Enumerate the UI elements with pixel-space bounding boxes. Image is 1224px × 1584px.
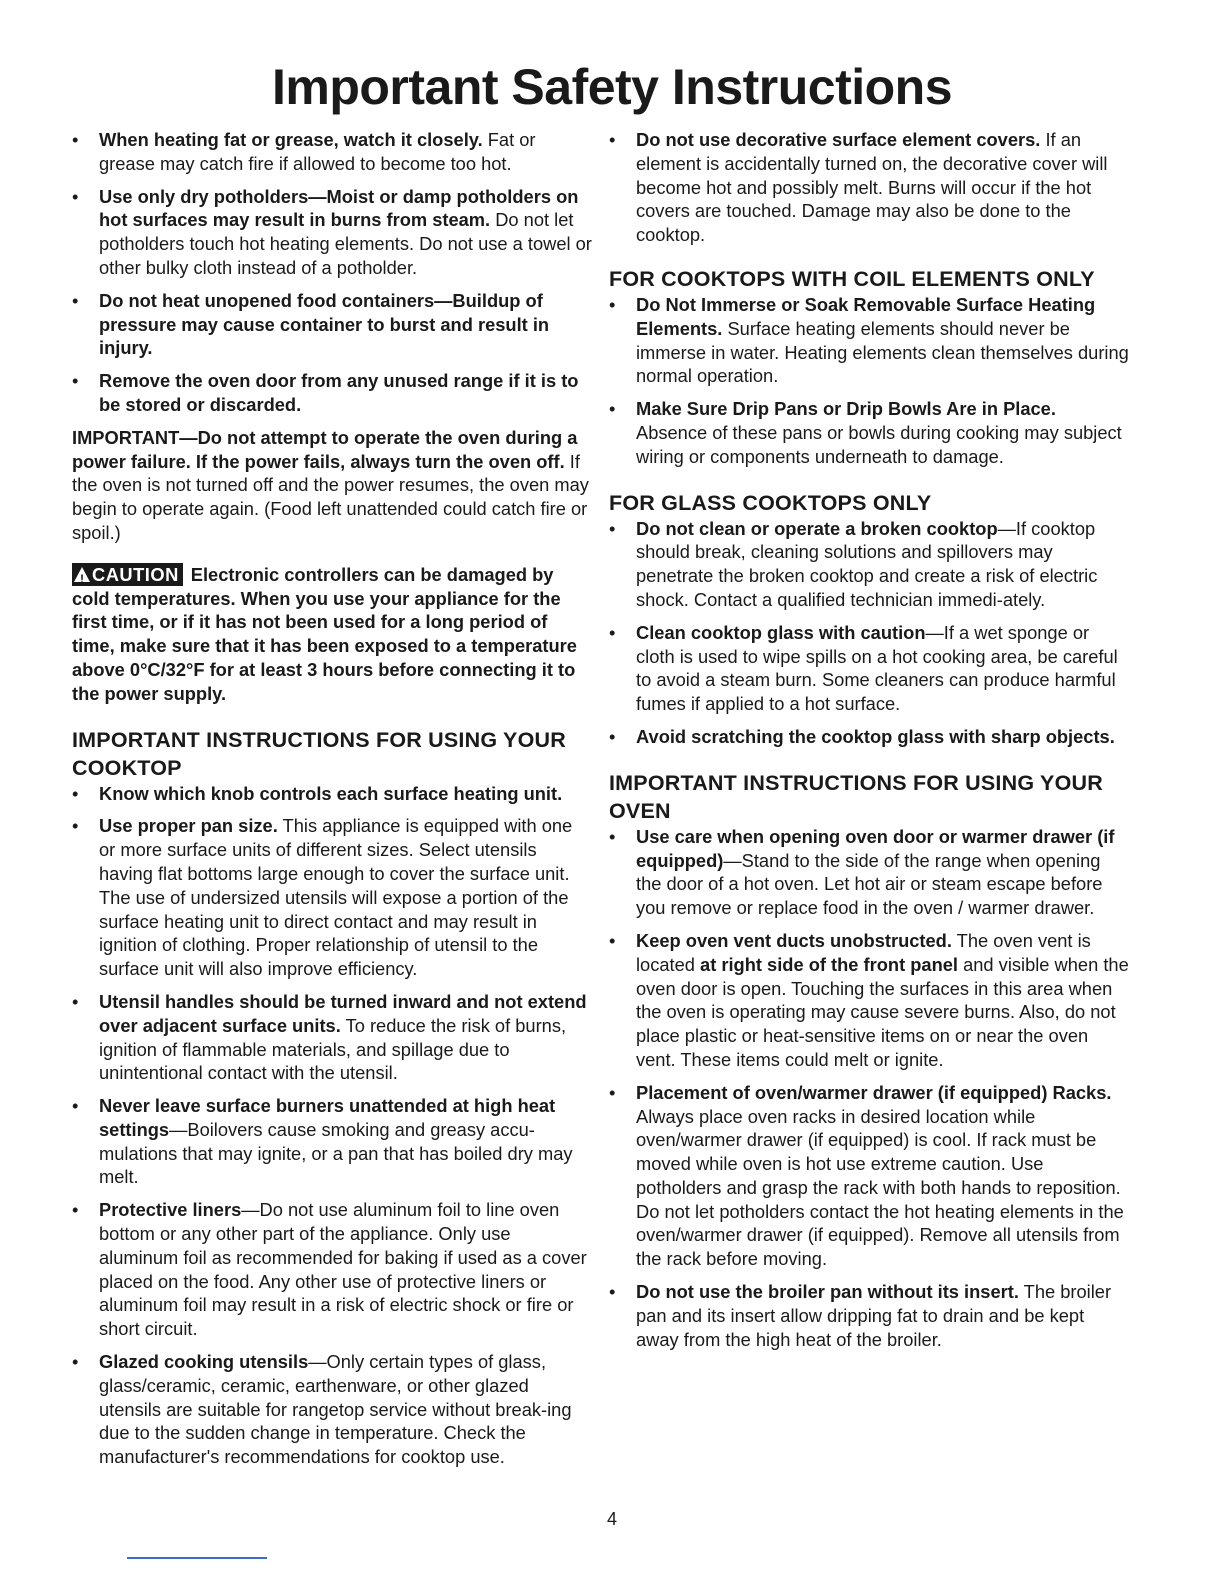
important-paragraph [72,426,592,545]
important-text: If the oven is not turned off and the power resumes, the oven may begin to operate again. (Food left unattended could catch fire or spoil.) [72,450,589,543]
bullet: • [72,815,79,837]
item-lead: Do not clean or operate a broken cooktop [636,517,998,539]
list-item [609,517,1129,612]
item-lead: Do not use the broiler pan without its insert. [636,1281,1019,1303]
list-item [609,825,1129,920]
item-text: —Do not use aluminum foil to line oven bottom or any other part of the appliance. Only use aluminum foil as recommended for baking if used as a cover placed on the food. Any other use of protective liners or aluminum foil may result in a risk of electric shock or fire or short circuit. [99,1199,587,1340]
bullet: • [72,1351,79,1373]
bullet: • [609,1281,616,1303]
list-item [609,621,1129,716]
item-text: Surface heating elements should never be immerse in water. Heating elements clean themselves during normal operation. [636,317,1129,387]
list-item [72,782,592,806]
item-lead: Use proper pan size. [99,815,278,837]
item-text: This appliance is equipped with one or more surface units of different sizes. Select utensils having flat bottoms large enough to cover the surface unit. The use of undersized utensils will expose a portion of the surface heating unit to direct contact and may result in ignition of clothing. Proper relationship of utensil to the surface unit will also improve efficiency. [99,815,573,980]
caution-paragraph [72,563,592,706]
item-lead: Remove the oven door from any unused range if it is to be stored or discarded. [99,370,579,415]
footer-rule [127,1557,267,1559]
page-number: 4 [606,1509,617,1529]
bullet: • [72,990,79,1012]
item-lead: Use care when opening oven door or warmer drawer (if equipped) [636,825,1115,871]
item-text: To reduce the risk of burns, ignition of flammable materials, and spillage due to unintentional contact with the utensil. [99,1014,567,1084]
item-lead: Use only dry potholders—Moist or damp potholders on hot surfaces may result in burns from steam. [99,185,579,231]
item-lead-inline: at right side of the front panel [700,953,959,975]
bullet: • [609,293,616,315]
item-text: Absence of these pans or bowls during cooking may subject wiring or components underneath to damage. [636,421,1122,467]
bullet: • [72,370,79,392]
list-item [72,185,592,280]
bullet: • [72,1095,79,1117]
item-text: If an element is accidentally turned on, the decorative cover will become hot and possibly melt. Burns will occur if the hot covers are touched. Damage may also be done to the cooktop. [636,129,1108,246]
list-item [72,990,592,1085]
item-lead: Never leave surface burners unattended at high heat settings [99,1095,556,1140]
bullet: • [609,725,616,747]
important-lead: IMPORTANT—Do not attempt to operate the oven during a power failure. If the power fails, always turn the oven off. [72,426,578,472]
item-text: —Stand to the side of the range when opening the door of a hot oven. Let hot air or steam escape before you remove or replace food in the oven / warmer drawer. [636,849,1103,919]
section-heading-coil: FOR COOKTOPS WITH COIL ELEMENTS ONLY [609,266,1095,291]
bullet: • [72,782,79,804]
list-item [72,1094,592,1189]
bullet: • [72,289,79,311]
list-item [72,128,592,176]
item-text: Do not let potholders touch hot heating elements. Do not use a towel or other bulky cloth instead of a potholder. [99,209,592,278]
list-item [609,1280,1129,1351]
list-item [609,725,1129,749]
caution-badge [72,563,183,586]
list-item [609,929,1129,1072]
section-heading-glass: FOR GLASS COOKTOPS ONLY [609,490,932,515]
list-item [72,1198,592,1341]
item-lead: When heating fat or grease, watch it closely. [99,129,483,150]
left-column [72,128,592,1478]
list-item [72,289,592,360]
item-lead: Keep oven vent ducts unobstructed. [636,929,952,951]
bullet: • [609,929,616,951]
bullet: • [609,825,616,847]
item-lead: Do not use decorative surface element covers. [636,129,1041,150]
list-item [609,397,1129,468]
item-lead: Make Sure Drip Pans or Drip Bowls Are in Place. [636,398,1056,420]
bullet: • [609,398,616,420]
item-lead: Do Not Immerse or Soak Removable Surface Heating Elements. [636,293,1096,339]
item-lead: Avoid scratching the cooktop glass with sharp objects. [636,725,1115,747]
list-item [72,369,592,417]
bullet: • [609,129,616,150]
item-text: —If cooktop should break, cleaning solutions and spillovers may penetrate the broken cooktop and create a risk of electric shock. Contact a qualified technician immedi-ately. [636,517,1098,610]
item-text: Always place oven racks in desired location while oven/warmer drawer (if equipped) is cool. If rack must be moved while oven is hot use extreme caution. Use potholders and grasp the rack with both hands to reposition. Do not let potholders contact the hot heating elements in the oven/warmer drawer (if equipped). Remove all utensils from the rack before moving. [636,1105,1124,1270]
caution-text: Electronic controllers can be damaged by cold temperatures. When you use your appliance for the first time, or if it has not been used for a long period of time, make sure that it has been exposed to a temperature above 0°C/32°F for at least 3 hours before connecting it to the power supply. [72,563,577,704]
section-heading-cooktop: IMPORTANT INSTRUCTIONS FOR USING YOUR COOKTOP [72,727,566,780]
bullet: • [609,621,616,643]
bullet: • [609,1081,616,1103]
bullet: • [609,517,616,539]
item-lead: Glazed cooking utensils [99,1351,309,1373]
item-text: and visible when the oven door is open. Touching the surfaces in this area when the oven is operating may cause severe burns. Also, do not place plastic or heat-sensitive items on or near the oven vent. These items could melt or ignite. [636,953,1129,1070]
item-text: The oven vent is located [636,929,1091,975]
bullet: • [72,1199,79,1221]
page-title: Important Safety Instructions [271,59,953,115]
item-text: The broiler pan and its insert allow dripping fat to drain and be kept away from the high heat of the broiler. [636,1281,1112,1350]
list-item [609,293,1129,388]
item-text: Fat or grease may catch fire if allowed to become too hot. [99,129,536,174]
item-lead: Do not heat unopened food containers—Buildup of pressure may cause container to burst and result in injury. [99,289,550,359]
section-heading-oven: IMPORTANT INSTRUCTIONS FOR USING YOUR OVEN [609,770,1103,823]
right-column [609,128,1129,1360]
list-item [72,814,592,981]
item-text: —If a wet sponge or cloth is used to wipe spills on a hot cooking area, be careful to avoid a steam burn. Some cleaners can produce harmful fumes if applied to a hot surface. [636,621,1118,715]
caution-label: CAUTION [92,563,179,585]
item-text: —Boilovers cause smoking and greasy accu-mulations that may ignite, or a pan that has boiled dry may melt. [99,1118,573,1188]
item-lead: Know which knob controls each surface heating unit. [99,782,563,804]
item-text: —Only certain types of glass, glass/ceramic, ceramic, earthenware, or other glazed utensils are suitable for rangetop service without break-ing due to the sudden change in temperature. Check the manufacturer's recommendations for cooktop use. [99,1351,572,1468]
bullet: • [72,185,79,207]
item-lead: Utensil handles should be turned inward and not extend over adjacent surface units. [99,990,587,1036]
list-item [72,1350,592,1469]
warning-triangle-icon [74,567,90,582]
list-item [609,1081,1129,1271]
list-item [609,128,1129,247]
item-lead: Placement of oven/warmer drawer (if equipped) Racks. [636,1081,1112,1103]
item-lead: Protective liners [99,1199,242,1221]
item-lead: Clean cooktop glass with caution [636,621,926,643]
bullet: • [72,129,79,150]
